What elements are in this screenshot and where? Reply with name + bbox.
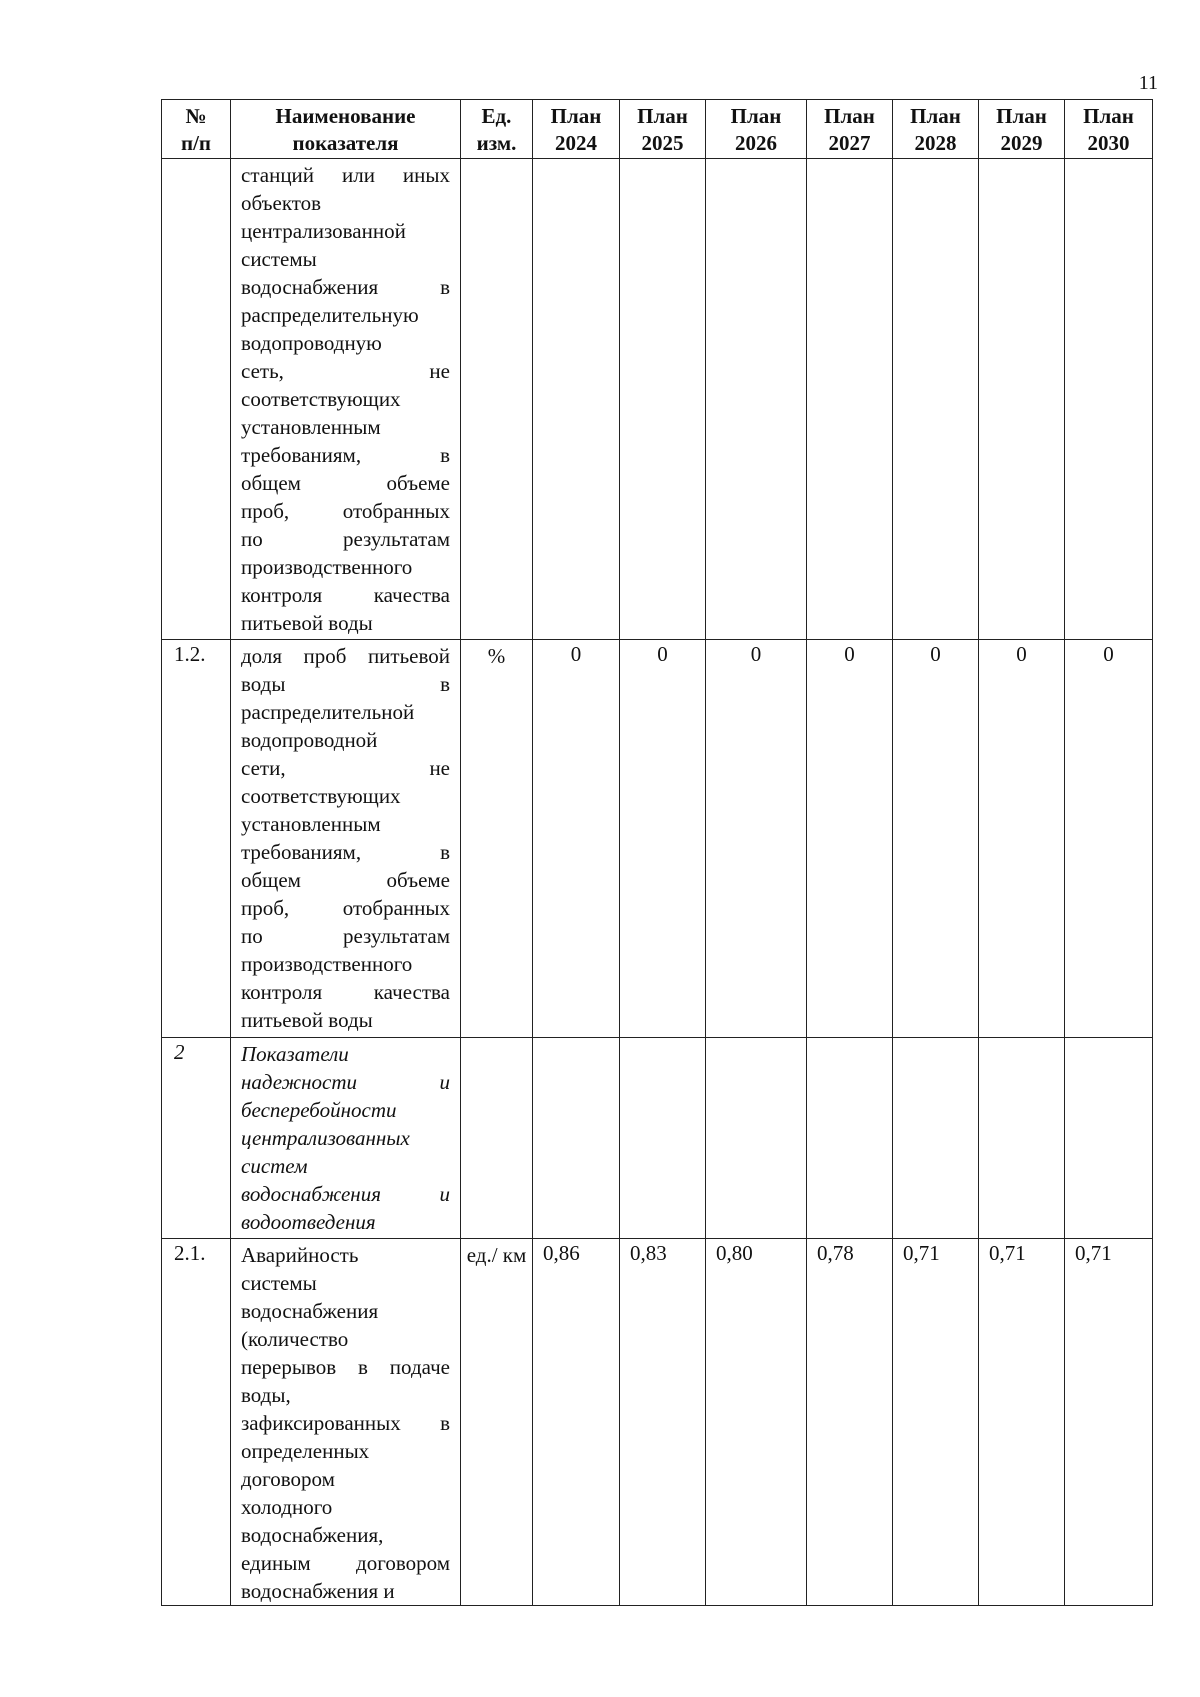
name-line: распределительную bbox=[241, 303, 419, 327]
name-line: водоснабжения, bbox=[241, 1523, 384, 1547]
value-cell bbox=[1065, 159, 1153, 640]
unit-cell bbox=[461, 1038, 533, 1239]
indicators-table bbox=[161, 99, 1153, 1606]
name-line: водоснабжения и bbox=[241, 1182, 450, 1206]
name-line: воды, bbox=[241, 1383, 291, 1407]
value-cell bbox=[979, 1038, 1065, 1239]
value-cell: 0,86 bbox=[533, 1239, 620, 1606]
table-row bbox=[162, 1239, 1153, 1606]
value-cell: 0 bbox=[620, 640, 706, 1038]
name-line: договором bbox=[241, 1467, 335, 1491]
value-cell bbox=[807, 159, 893, 640]
name-line: определенных bbox=[241, 1439, 370, 1463]
value-cell: 0,80 bbox=[706, 1239, 807, 1606]
value-cell: 0 bbox=[979, 640, 1065, 1038]
table-row bbox=[162, 640, 1153, 1038]
name-line: питьевой воды bbox=[241, 1008, 373, 1032]
name-line: холодного bbox=[241, 1495, 333, 1519]
value-cell: 0,83 bbox=[620, 1239, 706, 1606]
value-cell bbox=[533, 159, 620, 640]
name-line: перерывов в подаче bbox=[241, 1355, 450, 1379]
value-cell bbox=[533, 1038, 620, 1239]
name-line: систем bbox=[241, 1154, 308, 1178]
unit-cell: % bbox=[461, 640, 533, 1038]
value-cell: 0 bbox=[706, 640, 807, 1038]
header-plan-2030: План 2030 bbox=[1065, 100, 1153, 159]
name-line: распределительной bbox=[241, 700, 415, 724]
name-line: воды в bbox=[241, 672, 450, 696]
name-line: системы bbox=[241, 247, 317, 271]
name-line: по результатам bbox=[241, 527, 450, 551]
value-cell bbox=[620, 159, 706, 640]
name-line: требованиям, в bbox=[241, 443, 450, 467]
unit-cell: ед./ км bbox=[461, 1239, 533, 1606]
name-line: доля проб питьевой bbox=[241, 644, 450, 668]
value-cell: 0 bbox=[1065, 640, 1153, 1038]
name-line: водоснабжения в bbox=[241, 275, 450, 299]
name-line: производственного bbox=[241, 555, 413, 579]
name-line: надежности и bbox=[241, 1070, 450, 1094]
name-line: (количество bbox=[241, 1327, 349, 1351]
name-line: централизованной bbox=[241, 219, 406, 243]
name-line: системы bbox=[241, 1271, 317, 1295]
name-line: бесперебойности bbox=[241, 1098, 397, 1122]
header-plan-2029: План 2029 bbox=[979, 100, 1065, 159]
value-cell: 0,71 bbox=[979, 1239, 1065, 1606]
name-line: соответствующих bbox=[241, 387, 401, 411]
value-cell bbox=[706, 159, 807, 640]
name-line: объектов bbox=[241, 191, 322, 215]
value-cell bbox=[620, 1038, 706, 1239]
name-line: установленным bbox=[241, 415, 381, 439]
name-line: сети, не bbox=[241, 756, 450, 780]
header-name: Наименование показателя bbox=[231, 100, 461, 159]
section-title bbox=[231, 1038, 461, 1239]
name-line: водоотведения bbox=[241, 1210, 376, 1234]
header-plan-2026: План 2026 bbox=[706, 100, 807, 159]
header-plan-2028: План 2028 bbox=[893, 100, 979, 159]
value-cell: 0,71 bbox=[893, 1239, 979, 1606]
value-cell: 0 bbox=[533, 640, 620, 1038]
row-number bbox=[162, 159, 231, 640]
row-number: 2.1. bbox=[162, 1239, 231, 1606]
header-plan-2025: План 2025 bbox=[620, 100, 706, 159]
name-line: водоснабжения bbox=[241, 1299, 379, 1323]
name-line: проб, отобранных bbox=[241, 896, 450, 920]
value-cell: 0,71 bbox=[1065, 1239, 1153, 1606]
value-cell: 0 bbox=[893, 640, 979, 1038]
name-line: контроля качества bbox=[241, 583, 450, 607]
value-cell bbox=[979, 159, 1065, 640]
table-row bbox=[162, 159, 1153, 640]
indicator-name bbox=[231, 1239, 461, 1606]
name-line: станций или иных bbox=[241, 163, 450, 187]
name-line: производственного bbox=[241, 952, 413, 976]
name-line: проб, отобранных bbox=[241, 499, 450, 523]
name-line: питьевой воды bbox=[241, 611, 373, 635]
name-line: сеть, не bbox=[241, 359, 450, 383]
value-cell bbox=[1065, 1038, 1153, 1239]
name-line: по результатам bbox=[241, 924, 450, 948]
header-num: № п/п bbox=[162, 100, 231, 159]
name-line: зафиксированных в bbox=[241, 1411, 450, 1435]
name-line: централизованных bbox=[241, 1126, 410, 1150]
value-cell bbox=[706, 1038, 807, 1239]
name-line: водопроводную bbox=[241, 331, 382, 355]
name-line: контроля качества bbox=[241, 980, 450, 1004]
table-header-row bbox=[162, 100, 1153, 159]
row-number: 1.2. bbox=[162, 640, 231, 1038]
row-number: 2 bbox=[162, 1038, 231, 1239]
name-line: соответствующих bbox=[241, 784, 401, 808]
value-cell: 0 bbox=[807, 640, 893, 1038]
value-cell bbox=[893, 159, 979, 640]
name-line: общем объеме bbox=[241, 471, 450, 495]
header-plan-2024: План 2024 bbox=[533, 100, 620, 159]
name-line: Аварийность bbox=[241, 1243, 359, 1267]
page-number: 11 bbox=[1138, 72, 1158, 94]
name-line: установленным bbox=[241, 812, 381, 836]
unit-cell bbox=[461, 159, 533, 640]
header-plan-2027: План 2027 bbox=[807, 100, 893, 159]
name-line: Показатели bbox=[241, 1042, 349, 1066]
table-row bbox=[162, 1038, 1153, 1239]
value-cell bbox=[807, 1038, 893, 1239]
header-unit: Ед. изм. bbox=[461, 100, 533, 159]
indicator-name bbox=[231, 159, 461, 640]
name-line: водоснабжения и bbox=[241, 1579, 395, 1603]
value-cell bbox=[893, 1038, 979, 1239]
name-line: общем объеме bbox=[241, 868, 450, 892]
name-line: единым договором bbox=[241, 1551, 450, 1575]
indicator-name bbox=[231, 640, 461, 1038]
name-line: водопроводной bbox=[241, 728, 378, 752]
name-line: требованиям, в bbox=[241, 840, 450, 864]
value-cell: 0,78 bbox=[807, 1239, 893, 1606]
